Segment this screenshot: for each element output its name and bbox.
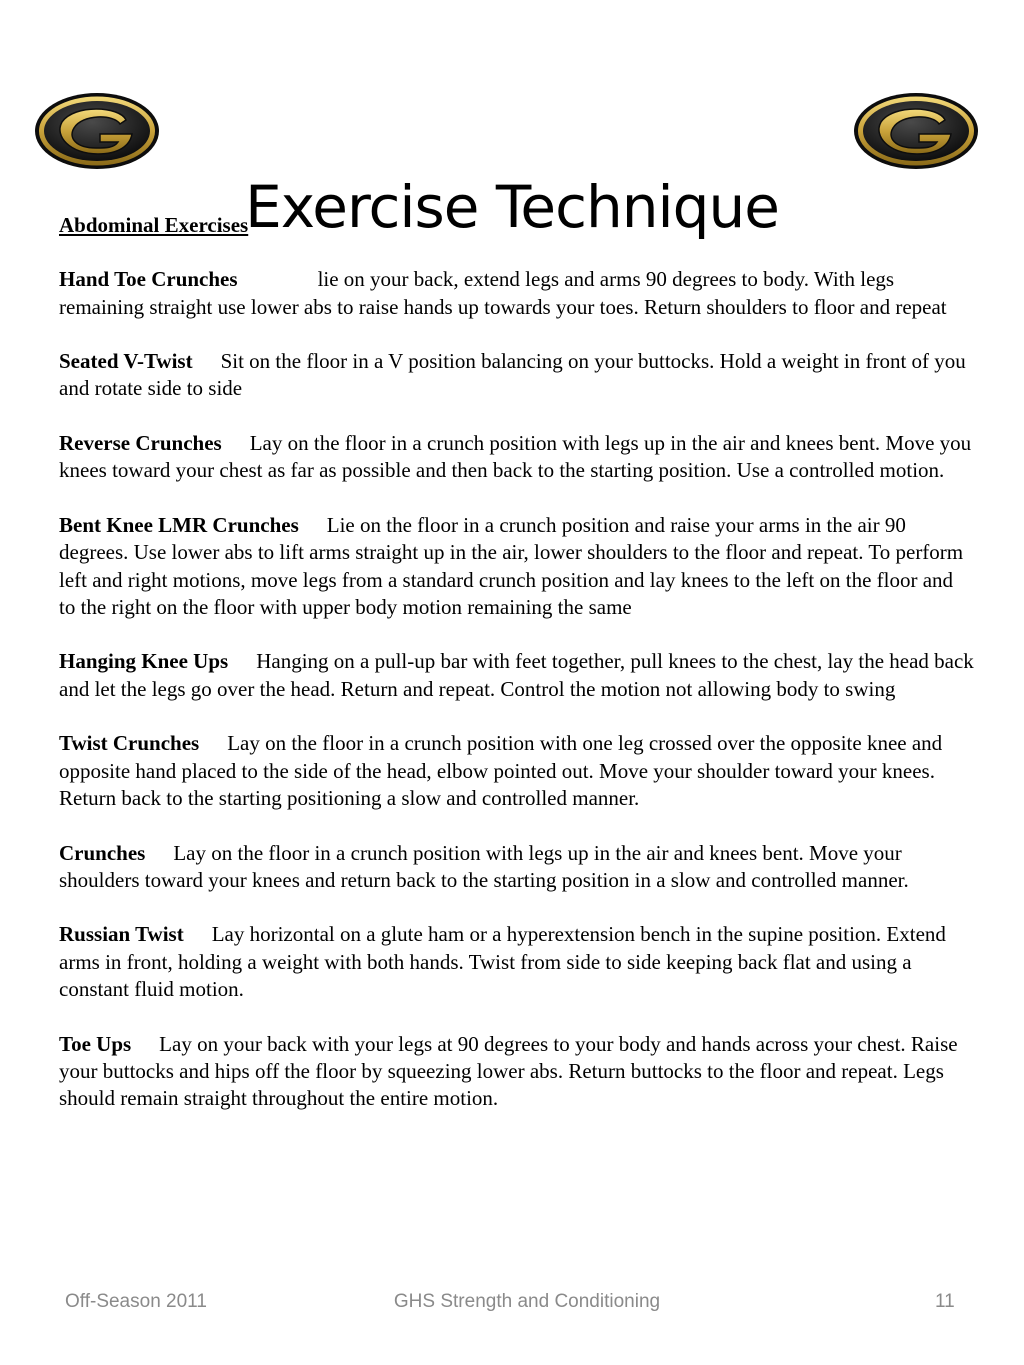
exercise-description: Lay on the floor in a crunch position with one leg crossed over the opposite knee and opposite hand placed to the side of the head, elbow pointed out. Move your shoulder toward your knees. Return back to the starting positioning a slow and controlled manner. <box>59 731 943 810</box>
exercise-name: Twist Crunches <box>59 731 200 756</box>
exercise-description: Hanging on a pull-up bar with feet together, pull knees to the chest, lay the head back and let the legs go over the head. Return and repeat. Control the motion not allowing body to swing <box>59 649 974 701</box>
exercise-name: Reverse Crunches <box>59 431 222 456</box>
exercise-description: lie on your back, extend legs and arms 90 degrees to body. With legs remaining straight use lower abs to raise hands up towards your toes. Return shoulders to floor and repeat <box>59 267 947 319</box>
section-heading: Abdominal Exercises <box>59 213 249 237</box>
exercise-description: Lie on the floor in a crunch position and raise your arms in the air 90 degrees. Use lower abs to lift arms straight up in the air, lower shoulders to the floor and repeat. To perform left and right motions, move legs from a standard crunch position and lay knees to the left on the floor and to the right on the floor with upper body motion remaining the same <box>59 512 964 619</box>
exercise-name: Bent Knee LMR Crunches <box>59 512 299 537</box>
school-logo-left <box>34 92 160 170</box>
exercise-name: Toe Ups <box>59 1031 132 1056</box>
exercise-item <box>59 730 974 812</box>
school-logo-right <box>853 92 979 170</box>
exercise-description: Lay on the floor in a crunch position with legs up in the air and knees bent. Move you knees toward your chest as far as possible and then back to the starting position. Use a controlled motion. <box>59 431 972 483</box>
g-logo-icon <box>853 92 979 170</box>
g-logo-icon <box>34 92 160 170</box>
footer-season: Off-Season 2011 <box>65 1291 207 1312</box>
exercise-item <box>59 512 974 621</box>
exercise-name: Crunches <box>59 840 146 865</box>
exercise-description: Lay on the floor in a crunch position with legs up in the air and knees bent. Move your shoulders toward your knees and return back to the starting position in a slow and controlled manner. <box>59 840 909 892</box>
exercise-item <box>59 430 974 485</box>
footer-page-number: 11 <box>935 1291 955 1312</box>
exercise-item <box>59 348 974 403</box>
page-title: Exercise Technique <box>245 172 779 241</box>
exercise-content <box>59 212 974 1140</box>
exercise-item <box>59 840 974 895</box>
exercise-description: Lay horizontal on a glute ham or a hyperextension bench in the supine position. Extend arms in front, holding a weight with both hands. Twist from side to side keeping back flat and using a constant fluid motion. <box>59 922 946 1002</box>
exercise-item <box>59 921 974 1003</box>
exercise-name: Seated V-Twist <box>59 349 193 374</box>
exercise-name: Russian Twist <box>59 922 184 947</box>
exercise-name: Hand Toe Crunches <box>59 267 238 292</box>
exercise-item <box>59 266 974 321</box>
exercise-name: Hanging Knee Ups <box>59 649 229 674</box>
exercise-item <box>59 1031 974 1113</box>
exercise-description: Lay on your back with your legs at 90 degrees to your body and hands across your chest. Raise your buttocks and hips off the floor by squeezing lower abs. Return buttocks to the floor and repeat. Legs should remain straight throughout the entire motion. <box>59 1031 958 1111</box>
exercise-item <box>59 648 974 703</box>
exercise-description: Sit on the floor in a V position balancing on your buttocks. Hold a weight in front of you and rotate side to side <box>59 349 966 401</box>
footer-program: GHS Strength and Conditioning <box>393 1291 661 1312</box>
